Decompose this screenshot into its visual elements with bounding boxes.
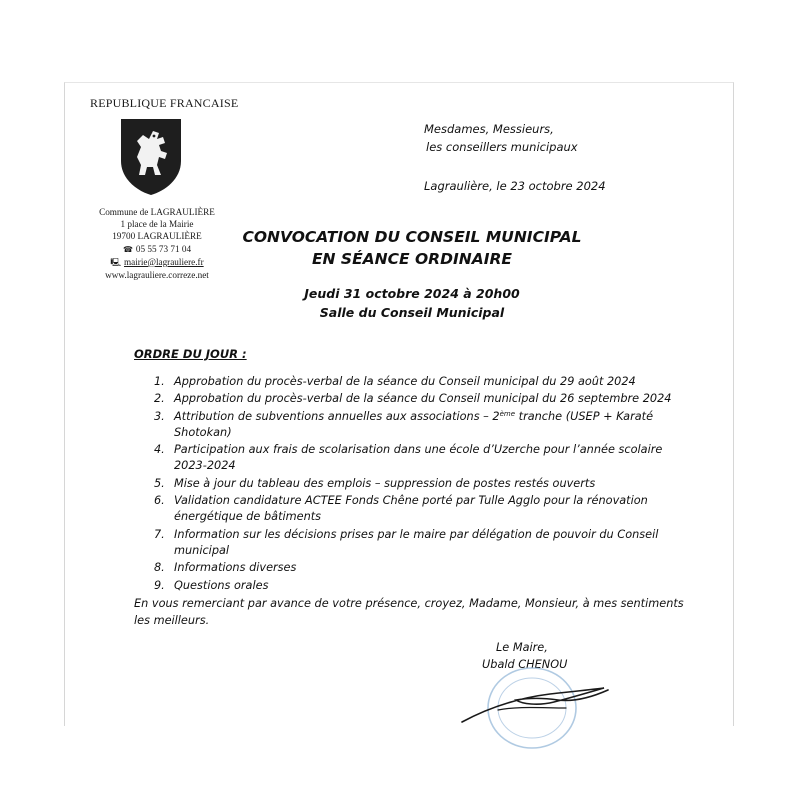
phone-line	[88, 243, 226, 256]
agenda-item-text: Attribution de subventions annuelles aux associations – 2	[174, 409, 500, 423]
phone-icon: ☎	[122, 244, 133, 254]
agenda-heading: ORDRE DU JOUR :	[134, 347, 247, 361]
computer-icon: 🖳	[110, 257, 122, 267]
agenda-item	[148, 374, 688, 390]
closing-paragraph: En vous remerciant par avance de votre présence, croyez, Madame, Monsieur, à mes sentiments les meilleurs.	[134, 597, 684, 627]
handwritten-signature	[458, 668, 618, 726]
agenda-item-text: Mise à jour du tableau des emplois – suppression de postes restés ouverts	[174, 476, 596, 490]
meeting-datetime: Jeudi 31 octobre 2024 à 20h00	[304, 286, 520, 301]
agenda-item-text: Approbation du procès-verbal de la séance du Conseil municipal du 29 août 2024	[174, 375, 636, 388]
commune-name: Commune de LAGRAULIÈRE	[99, 207, 215, 217]
agenda-item	[148, 560, 688, 576]
agenda-item	[148, 391, 688, 407]
agenda-item	[148, 442, 688, 475]
meeting-location: Salle du Conseil Municipal	[319, 305, 505, 320]
agenda-item-text: Approbation du procès-verbal de la séance du Conseil municipal du 26 septembre 2024	[174, 392, 672, 406]
phone-number: 05 55 73 71 04	[135, 243, 192, 254]
agenda-item	[148, 476, 688, 492]
date-line: Lagraulière, le 23 octobre 2024	[424, 179, 606, 193]
recipients-line-1: Mesdames, Messieurs,	[424, 122, 554, 136]
recipients	[424, 120, 578, 156]
postal-city: 19700 LAGRAULIÈRE	[112, 231, 202, 242]
email-link[interactable]: mairie@lagrauliere.fr	[124, 256, 204, 267]
mairie-address-block	[88, 206, 226, 281]
email-line	[88, 256, 226, 269]
republic-header: REPUBLIQUE FRANCAISE	[90, 96, 239, 110]
title-line-1: CONVOCATION DU CONSEIL MUNICIPAL	[242, 228, 582, 246]
website-link[interactable]: www.lagrauliere.correze.net	[105, 270, 209, 281]
agenda-item-number: 9.	[154, 578, 165, 592]
agenda-item	[148, 578, 688, 594]
agenda-item-number: 7.	[154, 527, 165, 541]
agenda-item-number: 6.	[154, 494, 165, 508]
meeting-info	[212, 284, 612, 322]
superscript: ème	[499, 409, 516, 418]
agenda-item	[148, 527, 688, 560]
signature-role: Le Maire,	[496, 641, 548, 654]
agenda-item	[148, 493, 688, 526]
recipients-line-2: les conseillers municipaux	[426, 140, 578, 154]
agenda-item-text: Validation candidature ACTEE Fonds Chêne porté par Tulle Agglo pour la rénovation énergétique de bâtiments	[174, 494, 648, 524]
street-address: 1 place de la Mairie	[120, 219, 194, 230]
agenda-item-text: Information sur les décisions prises par le maire par délégation de pouvoir du Conseil municipal	[174, 527, 659, 557]
agenda-item-number: 2.	[154, 392, 165, 406]
agenda-item-text: Participation aux frais de scolarisation dans une école d’Uzerche pour l’année scolaire 2023-2024	[174, 443, 663, 473]
agenda-item-number: 1.	[154, 375, 165, 388]
coat-of-arms-logo	[119, 117, 183, 197]
agenda-item	[148, 409, 688, 442]
document-title	[212, 226, 612, 270]
agenda-item-number: 8.	[154, 561, 165, 575]
agenda-item-text: Questions orales	[174, 578, 269, 592]
agenda-item-number: 5.	[154, 476, 165, 490]
agenda-item-number: 4.	[154, 443, 165, 457]
agenda-list	[148, 374, 688, 595]
signature-name: Ubald CHENOU	[482, 657, 568, 671]
agenda-item-text-cont: tranche (USEP + Karaté Shotokan)	[174, 409, 654, 439]
agenda-item-number: 3.	[154, 409, 165, 423]
agenda-item-text: Informations diverses	[174, 561, 297, 575]
title-line-2: EN SÉANCE ORDINAIRE	[311, 250, 513, 268]
